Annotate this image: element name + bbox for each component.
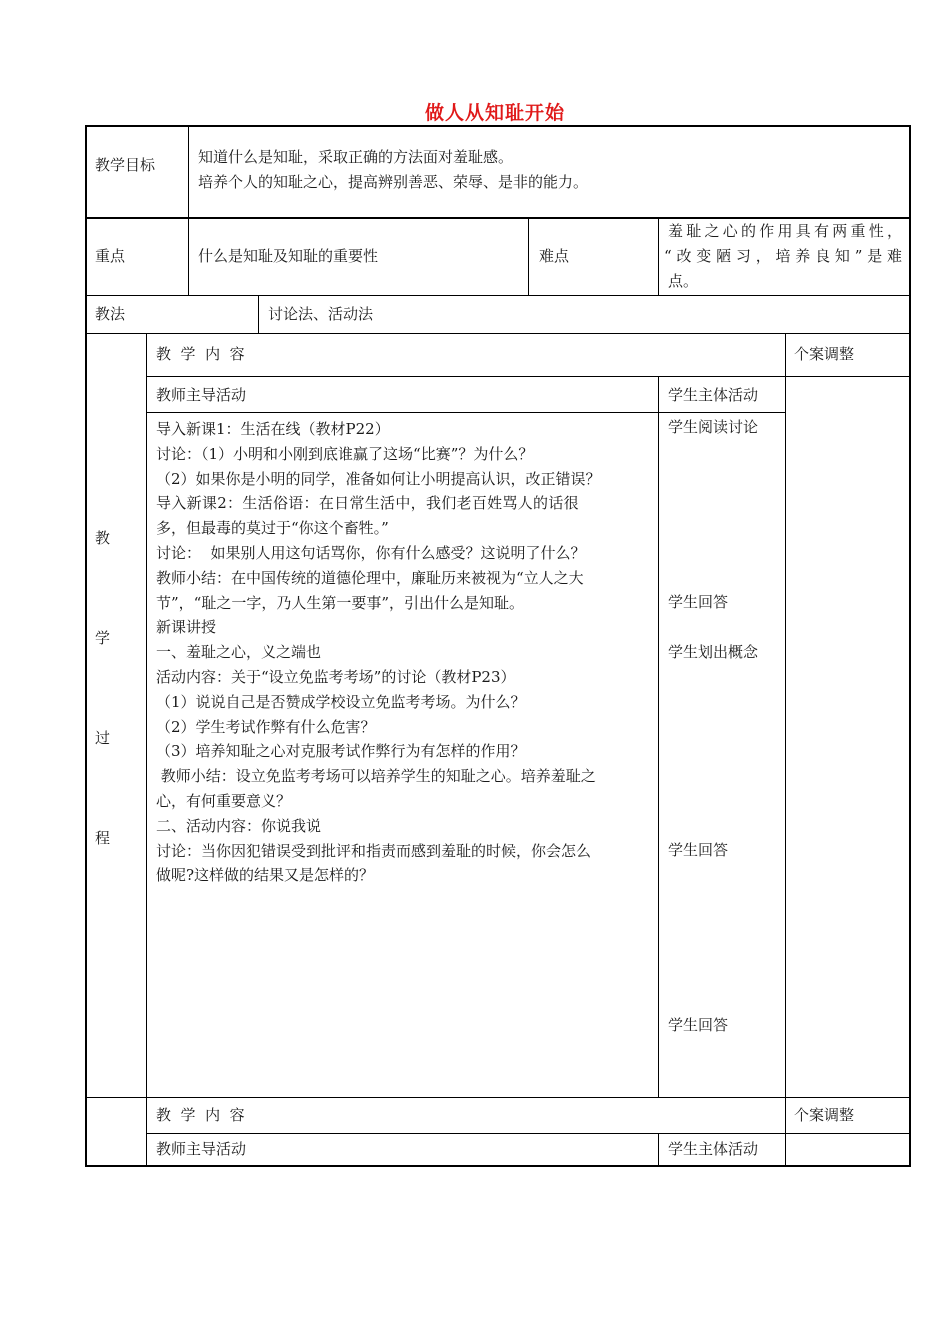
goal-line-2: 培养个人的知耻之心，提高辨别善恶、荣辱、是非的能力。 (198, 173, 589, 191)
content-line: （3）培养知耻之心对克服考试作弊行为有怎样的作用？ (156, 742, 526, 761)
content-line: 讨论： 如果别人用这句话骂你，你有什么感受？这说明了什么？ (156, 543, 586, 562)
content-header: 教 学 内 容 (156, 345, 245, 363)
student-activity-header: 学生主体活动 (668, 386, 759, 404)
footer-adjust-header: 个案调整 (794, 1106, 855, 1124)
goal-label: 教学目标 (95, 156, 156, 174)
content-line: （2）学生考试作弊有什么危害？ (156, 717, 376, 736)
adjust-header: 个案调整 (794, 345, 855, 363)
document-title: 做人从知耻开始 (424, 102, 565, 124)
content-line: 多，但最毒的莫过于“你这个畜牲。” (156, 519, 389, 538)
method-text: 讨论法、活动法 (268, 305, 374, 323)
difficulty-line-2: “改变陋习，培养良知”是难 (664, 247, 902, 265)
focus-text: 什么是知耻及知耻的重要性 (198, 247, 379, 265)
difficulty-line-1: 羞耻之心的作用具有两重性， (668, 222, 902, 240)
content-line: 教师小结：在中国传统的道德伦理中，廉耻历来被视为“立人之大 (156, 568, 584, 587)
content-line: 心，有何重要意义？ (156, 791, 292, 810)
student-note: 学生回答 (668, 1016, 729, 1034)
content-line: 新课讲授 (156, 618, 217, 637)
content-line: 做呢?这样做的结果又是怎样的？ (156, 866, 375, 885)
footer-content-header: 教 学 内 容 (156, 1106, 245, 1124)
content-line: 二、活动内容：你说我说 (156, 816, 322, 835)
content-line: （2）如果你是小明的同学，准备如何让小明提高认识，改正错误？ (156, 469, 601, 488)
content-line: 导入新课2：生活俗语：在日常生活中，我们老百姓骂人的话很 (156, 494, 579, 513)
difficulty-label: 难点 (539, 247, 570, 265)
difficulty-line-3: 点。 (668, 272, 699, 290)
content-line: 一、羞耻之心，义之端也 (156, 643, 322, 662)
process-side-char: 教 (95, 529, 111, 547)
teacher-activity-header: 教师主导活动 (156, 386, 247, 404)
content-line: 讨论：（1）小明和小刚到底谁赢了这场“比赛”？为什么？ (156, 444, 534, 463)
student-note: 学生划出概念 (668, 643, 759, 661)
focus-label: 重点 (95, 247, 126, 265)
method-label: 教法 (95, 305, 126, 323)
footer-teacher-header: 教师主导活动 (156, 1140, 247, 1158)
process-side-char: 程 (95, 829, 111, 847)
process-side-char: 学 (95, 629, 111, 647)
student-note: 学生阅读讨论 (668, 418, 759, 436)
process-side-char: 过 (95, 729, 111, 747)
content-line: 讨论：当你因犯错误受到批评和指责而感到羞耻的时候，你会怎么 (156, 841, 592, 860)
content-line: 节”，“耻之一字，乃人生第一要事”，引出什么是知耻。 (156, 593, 525, 612)
footer-student-header: 学生主体活动 (668, 1140, 759, 1158)
student-note: 学生回答 (668, 593, 729, 611)
content-line: 导入新课1：生活在线（教材P22） (156, 420, 390, 438)
student-note: 学生回答 (668, 841, 729, 859)
content-line: 教师小结：设立免监考考场可以培养学生的知耻之心。培养羞耻之 (156, 767, 596, 786)
goal-line-1: 知道什么是知耻，采取正确的方法面对羞耻感。 (198, 148, 514, 166)
content-line: 活动内容：关于“设立免监考考场”的讨论（教材P23） (156, 667, 516, 686)
content-line: （1）说说自己是否赞成学校设立免监考考场。为什么？ (156, 692, 526, 711)
teacher-activity-content (156, 417, 656, 888)
